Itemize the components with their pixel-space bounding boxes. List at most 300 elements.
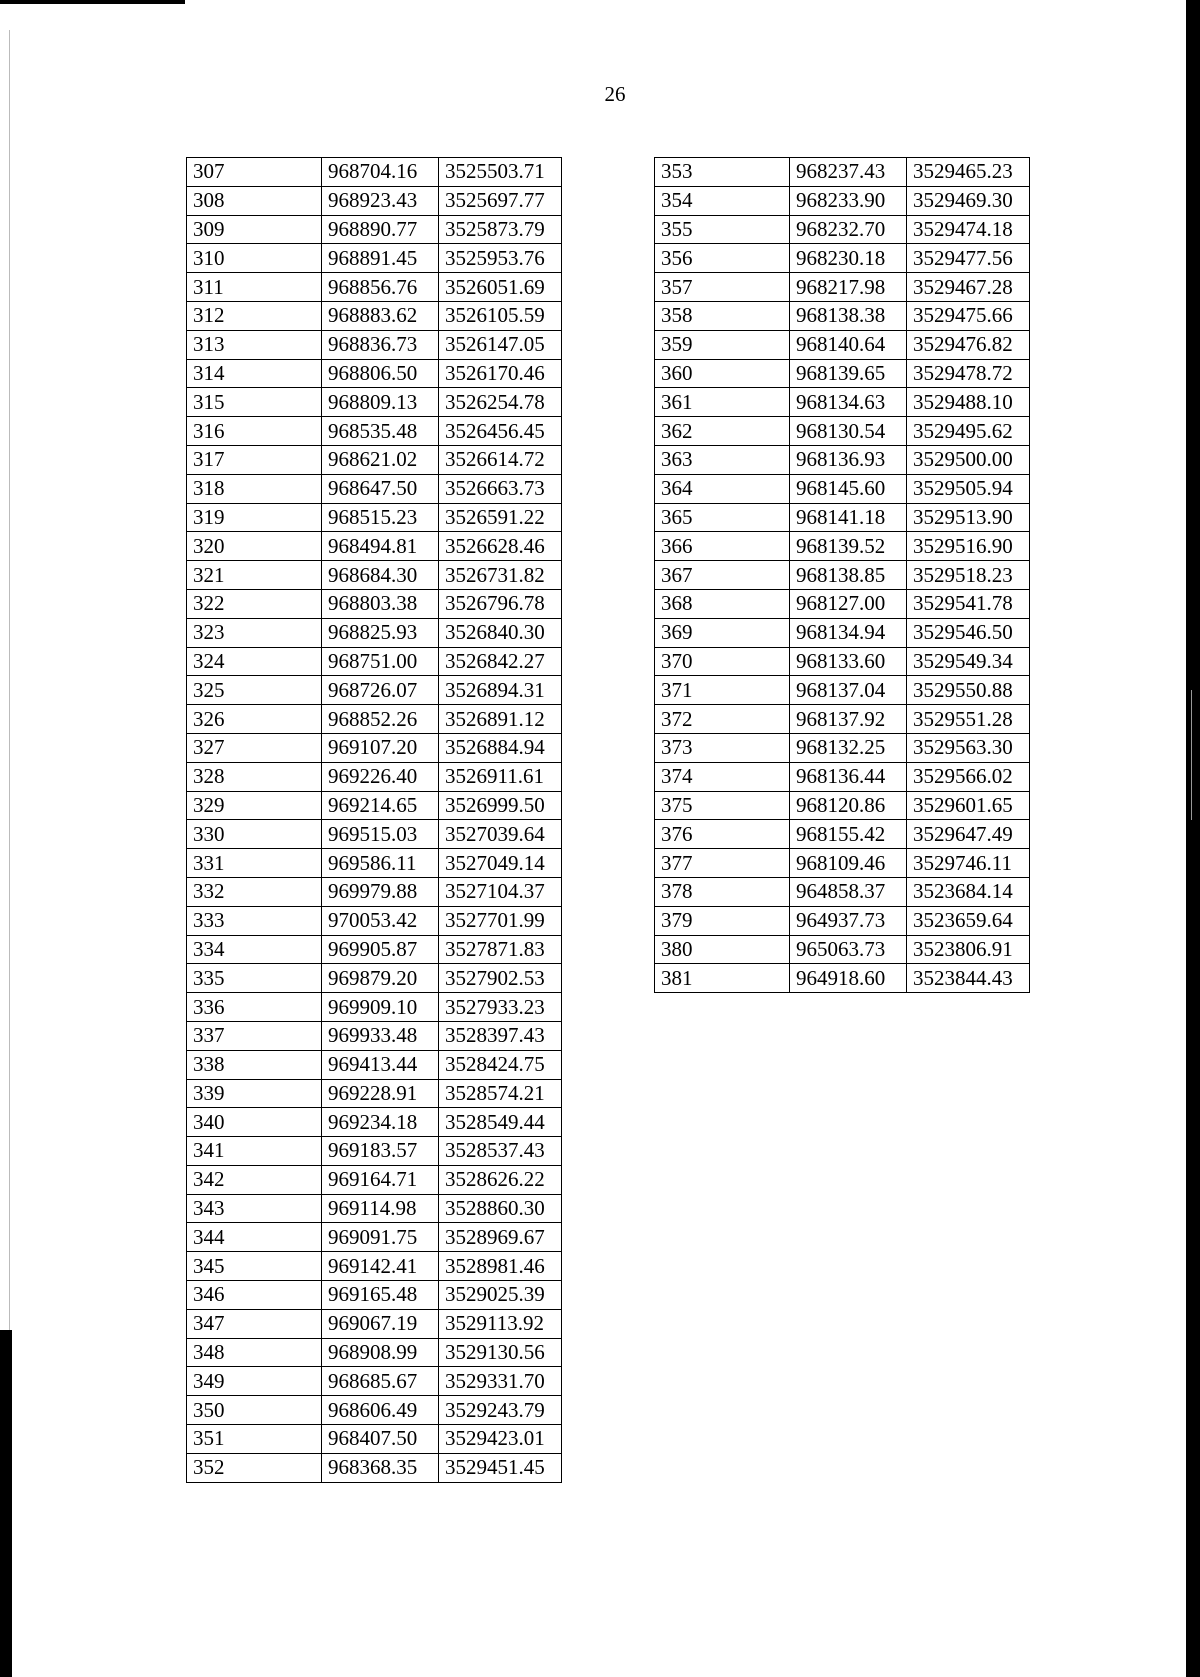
point-number-cell: 329 <box>187 791 322 820</box>
y-coordinate-cell: 3525873.79 <box>439 215 562 244</box>
y-coordinate-cell: 3529477.56 <box>907 244 1030 273</box>
point-number-cell: 339 <box>187 1079 322 1108</box>
x-coordinate-cell: 969413.44 <box>322 1050 439 1079</box>
y-coordinate-cell: 3527104.37 <box>439 877 562 906</box>
point-number-cell: 343 <box>187 1194 322 1223</box>
point-number-cell: 336 <box>187 993 322 1022</box>
point-number-cell: 335 <box>187 964 322 993</box>
y-coordinate-cell: 3529549.34 <box>907 647 1030 676</box>
scan-edge-right-line <box>1191 690 1192 820</box>
y-coordinate-cell: 3523684.14 <box>907 877 1030 906</box>
scan-edge-top <box>0 0 185 4</box>
x-coordinate-cell: 968134.94 <box>790 618 907 647</box>
x-coordinate-cell: 968232.70 <box>790 215 907 244</box>
x-coordinate-cell: 968856.76 <box>322 273 439 302</box>
y-coordinate-cell: 3528969.67 <box>439 1223 562 1252</box>
point-number-cell: 351 <box>187 1425 322 1454</box>
y-coordinate-cell: 3526254.78 <box>439 388 562 417</box>
y-coordinate-cell: 3527871.83 <box>439 935 562 964</box>
x-coordinate-cell: 968407.50 <box>322 1425 439 1454</box>
y-coordinate-cell: 3523844.43 <box>907 964 1030 993</box>
y-coordinate-cell: 3529451.45 <box>439 1453 562 1482</box>
point-number-cell: 367 <box>655 561 790 590</box>
table-row <box>655 359 1030 388</box>
x-coordinate-cell: 969067.19 <box>322 1309 439 1338</box>
y-coordinate-cell: 3526840.30 <box>439 618 562 647</box>
table-row <box>655 849 1030 878</box>
table-row <box>187 964 562 993</box>
x-coordinate-cell: 968134.63 <box>790 388 907 417</box>
y-coordinate-cell: 3529243.79 <box>439 1396 562 1425</box>
x-coordinate-cell: 969228.91 <box>322 1079 439 1108</box>
y-coordinate-cell: 3528537.43 <box>439 1137 562 1166</box>
y-coordinate-cell: 3529488.10 <box>907 388 1030 417</box>
y-coordinate-cell: 3527933.23 <box>439 993 562 1022</box>
y-coordinate-cell: 3529500.00 <box>907 445 1030 474</box>
point-number-cell: 314 <box>187 359 322 388</box>
y-coordinate-cell: 3529495.62 <box>907 417 1030 446</box>
point-number-cell: 366 <box>655 532 790 561</box>
point-number-cell: 327 <box>187 733 322 762</box>
point-number-cell: 341 <box>187 1137 322 1166</box>
point-number-cell: 365 <box>655 503 790 532</box>
point-number-cell: 371 <box>655 676 790 705</box>
x-coordinate-cell: 968137.04 <box>790 676 907 705</box>
point-number-cell: 372 <box>655 705 790 734</box>
table-row <box>187 993 562 1022</box>
y-coordinate-cell: 3529423.01 <box>439 1425 562 1454</box>
x-coordinate-cell: 964858.37 <box>790 877 907 906</box>
y-coordinate-cell: 3528626.22 <box>439 1165 562 1194</box>
table-row <box>187 1137 562 1166</box>
x-coordinate-cell: 969165.48 <box>322 1281 439 1310</box>
y-coordinate-cell: 3529601.65 <box>907 791 1030 820</box>
table-row <box>187 1223 562 1252</box>
table-row <box>655 186 1030 215</box>
point-number-cell: 377 <box>655 849 790 878</box>
y-coordinate-cell: 3526891.12 <box>439 705 562 734</box>
table-row <box>655 618 1030 647</box>
scan-edge-right <box>1186 0 1200 1677</box>
x-coordinate-cell: 968136.93 <box>790 445 907 474</box>
x-coordinate-cell: 969933.48 <box>322 1021 439 1050</box>
table-row <box>187 762 562 791</box>
y-coordinate-cell: 3529566.02 <box>907 762 1030 791</box>
table-row <box>187 820 562 849</box>
y-coordinate-cell: 3526147.05 <box>439 330 562 359</box>
y-coordinate-cell: 3529475.66 <box>907 301 1030 330</box>
point-number-cell: 380 <box>655 935 790 964</box>
table-row <box>187 561 562 590</box>
y-coordinate-cell: 3529546.50 <box>907 618 1030 647</box>
table-row <box>655 503 1030 532</box>
point-number-cell: 323 <box>187 618 322 647</box>
table-row <box>187 1396 562 1425</box>
table-row <box>655 964 1030 993</box>
table-row <box>655 474 1030 503</box>
y-coordinate-cell: 3527039.64 <box>439 820 562 849</box>
point-number-cell: 353 <box>655 158 790 187</box>
y-coordinate-cell: 3529474.18 <box>907 215 1030 244</box>
y-coordinate-cell: 3523659.64 <box>907 906 1030 935</box>
table-row <box>187 589 562 618</box>
y-coordinate-cell: 3526105.59 <box>439 301 562 330</box>
x-coordinate-cell: 969879.20 <box>322 964 439 993</box>
point-number-cell: 347 <box>187 1309 322 1338</box>
table-row <box>655 589 1030 618</box>
y-coordinate-cell: 3529550.88 <box>907 676 1030 705</box>
x-coordinate-cell: 969107.20 <box>322 733 439 762</box>
x-coordinate-cell: 964918.60 <box>790 964 907 993</box>
y-coordinate-cell: 3528424.75 <box>439 1050 562 1079</box>
point-number-cell: 309 <box>187 215 322 244</box>
y-coordinate-cell: 3529113.92 <box>439 1309 562 1338</box>
point-number-cell: 342 <box>187 1165 322 1194</box>
table-row <box>187 1021 562 1050</box>
y-coordinate-cell: 3529516.90 <box>907 532 1030 561</box>
point-number-cell: 369 <box>655 618 790 647</box>
x-coordinate-cell: 969979.88 <box>322 877 439 906</box>
y-coordinate-cell: 3529746.11 <box>907 849 1030 878</box>
x-coordinate-cell: 968806.50 <box>322 359 439 388</box>
x-coordinate-cell: 968890.77 <box>322 215 439 244</box>
y-coordinate-cell: 3527049.14 <box>439 849 562 878</box>
x-coordinate-cell: 968141.18 <box>790 503 907 532</box>
y-coordinate-cell: 3529478.72 <box>907 359 1030 388</box>
point-number-cell: 370 <box>655 647 790 676</box>
y-coordinate-cell: 3528860.30 <box>439 1194 562 1223</box>
point-number-cell: 310 <box>187 244 322 273</box>
y-coordinate-cell: 3527701.99 <box>439 906 562 935</box>
point-number-cell: 349 <box>187 1367 322 1396</box>
point-number-cell: 352 <box>187 1453 322 1482</box>
x-coordinate-cell: 968368.35 <box>322 1453 439 1482</box>
x-coordinate-cell: 968138.85 <box>790 561 907 590</box>
point-number-cell: 313 <box>187 330 322 359</box>
table-row <box>187 273 562 302</box>
y-coordinate-cell: 3529518.23 <box>907 561 1030 590</box>
x-coordinate-cell: 969586.11 <box>322 849 439 878</box>
x-coordinate-cell: 968155.42 <box>790 820 907 849</box>
table-row <box>187 1309 562 1338</box>
x-coordinate-cell: 969142.41 <box>322 1252 439 1281</box>
y-coordinate-cell: 3526628.46 <box>439 532 562 561</box>
table-row <box>187 503 562 532</box>
table-row <box>655 158 1030 187</box>
table-row <box>655 877 1030 906</box>
y-coordinate-cell: 3529025.39 <box>439 1281 562 1310</box>
point-number-cell: 359 <box>655 330 790 359</box>
y-coordinate-cell: 3529505.94 <box>907 474 1030 503</box>
table-row <box>187 1425 562 1454</box>
table-row <box>655 388 1030 417</box>
point-number-cell: 354 <box>655 186 790 215</box>
point-number-cell: 350 <box>187 1396 322 1425</box>
table-row <box>187 676 562 705</box>
x-coordinate-cell: 969515.03 <box>322 820 439 849</box>
x-coordinate-cell: 968606.49 <box>322 1396 439 1425</box>
x-coordinate-cell: 968923.43 <box>322 186 439 215</box>
x-coordinate-cell: 969214.65 <box>322 791 439 820</box>
x-coordinate-cell: 968803.38 <box>322 589 439 618</box>
x-coordinate-cell: 969183.57 <box>322 1137 439 1166</box>
x-coordinate-cell: 968145.60 <box>790 474 907 503</box>
page-number: 26 <box>604 82 626 106</box>
coordinates-table-right <box>654 157 1030 993</box>
table-row <box>187 1050 562 1079</box>
x-coordinate-cell: 968684.30 <box>322 561 439 590</box>
scan-edge-left-line <box>9 30 10 1330</box>
table-row <box>187 1453 562 1482</box>
point-number-cell: 317 <box>187 445 322 474</box>
x-coordinate-cell: 968233.90 <box>790 186 907 215</box>
point-number-cell: 322 <box>187 589 322 618</box>
x-coordinate-cell: 968726.07 <box>322 676 439 705</box>
x-coordinate-cell: 965063.73 <box>790 935 907 964</box>
table-row <box>187 359 562 388</box>
table-row <box>187 647 562 676</box>
table-row <box>655 445 1030 474</box>
point-number-cell: 376 <box>655 820 790 849</box>
table-row <box>655 791 1030 820</box>
y-coordinate-cell: 3529469.30 <box>907 186 1030 215</box>
table-row <box>187 935 562 964</box>
x-coordinate-cell: 968127.00 <box>790 589 907 618</box>
y-coordinate-cell: 3529563.30 <box>907 733 1030 762</box>
y-coordinate-cell: 3529465.23 <box>907 158 1030 187</box>
table-row <box>187 877 562 906</box>
y-coordinate-cell: 3526884.94 <box>439 733 562 762</box>
table-row <box>187 158 562 187</box>
x-coordinate-cell: 970053.42 <box>322 906 439 935</box>
table-row <box>187 906 562 935</box>
point-number-cell: 320 <box>187 532 322 561</box>
x-coordinate-cell: 969234.18 <box>322 1108 439 1137</box>
y-coordinate-cell: 3526842.27 <box>439 647 562 676</box>
table-row <box>655 417 1030 446</box>
x-coordinate-cell: 968120.86 <box>790 791 907 820</box>
coordinates-table-left <box>186 157 562 1483</box>
point-number-cell: 375 <box>655 791 790 820</box>
y-coordinate-cell: 3528549.44 <box>439 1108 562 1137</box>
y-coordinate-cell: 3529130.56 <box>439 1338 562 1367</box>
point-number-cell: 345 <box>187 1252 322 1281</box>
table-row <box>655 906 1030 935</box>
point-number-cell: 318 <box>187 474 322 503</box>
point-number-cell: 338 <box>187 1050 322 1079</box>
x-coordinate-cell: 968494.81 <box>322 532 439 561</box>
point-number-cell: 373 <box>655 733 790 762</box>
y-coordinate-cell: 3529331.70 <box>439 1367 562 1396</box>
table-row <box>655 330 1030 359</box>
point-number-cell: 356 <box>655 244 790 273</box>
x-coordinate-cell: 968137.92 <box>790 705 907 734</box>
point-number-cell: 379 <box>655 906 790 935</box>
x-coordinate-cell: 968836.73 <box>322 330 439 359</box>
x-coordinate-cell: 969909.10 <box>322 993 439 1022</box>
table-row <box>187 1165 562 1194</box>
x-coordinate-cell: 968217.98 <box>790 273 907 302</box>
x-coordinate-cell: 968891.45 <box>322 244 439 273</box>
point-number-cell: 348 <box>187 1338 322 1367</box>
table-row <box>187 1281 562 1310</box>
x-coordinate-cell: 968130.54 <box>790 417 907 446</box>
x-coordinate-cell: 968809.13 <box>322 388 439 417</box>
table-row <box>655 273 1030 302</box>
x-coordinate-cell: 969114.98 <box>322 1194 439 1223</box>
point-number-cell: 355 <box>655 215 790 244</box>
point-number-cell: 337 <box>187 1021 322 1050</box>
point-number-cell: 361 <box>655 388 790 417</box>
y-coordinate-cell: 3529513.90 <box>907 503 1030 532</box>
y-coordinate-cell: 3529541.78 <box>907 589 1030 618</box>
y-coordinate-cell: 3526796.78 <box>439 589 562 618</box>
table-row <box>187 388 562 417</box>
point-number-cell: 362 <box>655 417 790 446</box>
point-number-cell: 326 <box>187 705 322 734</box>
table-row <box>187 301 562 330</box>
x-coordinate-cell: 969226.40 <box>322 762 439 791</box>
point-number-cell: 364 <box>655 474 790 503</box>
table-row <box>187 1252 562 1281</box>
y-coordinate-cell: 3525953.76 <box>439 244 562 273</box>
y-coordinate-cell: 3528574.21 <box>439 1079 562 1108</box>
point-number-cell: 330 <box>187 820 322 849</box>
point-number-cell: 312 <box>187 301 322 330</box>
x-coordinate-cell: 968138.38 <box>790 301 907 330</box>
y-coordinate-cell: 3527902.53 <box>439 964 562 993</box>
table-row <box>655 676 1030 705</box>
x-coordinate-cell: 968535.48 <box>322 417 439 446</box>
x-coordinate-cell: 968704.16 <box>322 158 439 187</box>
point-number-cell: 357 <box>655 273 790 302</box>
point-number-cell: 311 <box>187 273 322 302</box>
x-coordinate-cell: 968621.02 <box>322 445 439 474</box>
y-coordinate-cell: 3526663.73 <box>439 474 562 503</box>
x-coordinate-cell: 968139.65 <box>790 359 907 388</box>
table-row <box>655 244 1030 273</box>
x-coordinate-cell: 968825.93 <box>322 618 439 647</box>
y-coordinate-cell: 3526614.72 <box>439 445 562 474</box>
point-number-cell: 333 <box>187 906 322 935</box>
table-row <box>187 1367 562 1396</box>
y-coordinate-cell: 3526894.31 <box>439 676 562 705</box>
y-coordinate-cell: 3526170.46 <box>439 359 562 388</box>
y-coordinate-cell: 3525697.77 <box>439 186 562 215</box>
y-coordinate-cell: 3529467.28 <box>907 273 1030 302</box>
point-number-cell: 308 <box>187 186 322 215</box>
table-row <box>655 647 1030 676</box>
table-row <box>655 733 1030 762</box>
point-number-cell: 331 <box>187 849 322 878</box>
y-coordinate-cell: 3529647.49 <box>907 820 1030 849</box>
x-coordinate-cell: 969091.75 <box>322 1223 439 1252</box>
table-row <box>655 561 1030 590</box>
point-number-cell: 346 <box>187 1281 322 1310</box>
x-coordinate-cell: 968136.44 <box>790 762 907 791</box>
point-number-cell: 358 <box>655 301 790 330</box>
x-coordinate-cell: 968140.64 <box>790 330 907 359</box>
table-row <box>187 705 562 734</box>
table-row <box>187 791 562 820</box>
y-coordinate-cell: 3528397.43 <box>439 1021 562 1050</box>
table-row <box>187 474 562 503</box>
point-number-cell: 368 <box>655 589 790 618</box>
table-row <box>187 733 562 762</box>
table-row <box>655 215 1030 244</box>
point-number-cell: 381 <box>655 964 790 993</box>
y-coordinate-cell: 3526051.69 <box>439 273 562 302</box>
x-coordinate-cell: 968133.60 <box>790 647 907 676</box>
point-number-cell: 360 <box>655 359 790 388</box>
point-number-cell: 325 <box>187 676 322 705</box>
y-coordinate-cell: 3526911.61 <box>439 762 562 791</box>
table-row <box>655 935 1030 964</box>
x-coordinate-cell: 968883.62 <box>322 301 439 330</box>
x-coordinate-cell: 968139.52 <box>790 532 907 561</box>
table-row <box>187 1079 562 1108</box>
y-coordinate-cell: 3526731.82 <box>439 561 562 590</box>
table-row <box>655 532 1030 561</box>
point-number-cell: 315 <box>187 388 322 417</box>
x-coordinate-cell: 968852.26 <box>322 705 439 734</box>
y-coordinate-cell: 3526591.22 <box>439 503 562 532</box>
x-coordinate-cell: 968132.25 <box>790 733 907 762</box>
point-number-cell: 344 <box>187 1223 322 1252</box>
x-coordinate-cell: 968237.43 <box>790 158 907 187</box>
y-coordinate-cell: 3529551.28 <box>907 705 1030 734</box>
table-row <box>655 301 1030 330</box>
table-row <box>655 705 1030 734</box>
table-row <box>187 330 562 359</box>
x-coordinate-cell: 969905.87 <box>322 935 439 964</box>
x-coordinate-cell: 968647.50 <box>322 474 439 503</box>
x-coordinate-cell: 968230.18 <box>790 244 907 273</box>
table-row <box>187 532 562 561</box>
y-coordinate-cell: 3523806.91 <box>907 935 1030 964</box>
y-coordinate-cell: 3526456.45 <box>439 417 562 446</box>
table-row <box>187 1194 562 1223</box>
table-row <box>187 445 562 474</box>
table-row <box>187 849 562 878</box>
scan-edge-left <box>0 1330 12 1677</box>
x-coordinate-cell: 968685.67 <box>322 1367 439 1396</box>
table-row <box>187 1108 562 1137</box>
x-coordinate-cell: 968908.99 <box>322 1338 439 1367</box>
point-number-cell: 374 <box>655 762 790 791</box>
point-number-cell: 316 <box>187 417 322 446</box>
point-number-cell: 324 <box>187 647 322 676</box>
table-row <box>187 417 562 446</box>
y-coordinate-cell: 3525503.71 <box>439 158 562 187</box>
table-row <box>655 762 1030 791</box>
x-coordinate-cell: 968109.46 <box>790 849 907 878</box>
x-coordinate-cell: 968515.23 <box>322 503 439 532</box>
point-number-cell: 340 <box>187 1108 322 1137</box>
table-row <box>187 186 562 215</box>
point-number-cell: 319 <box>187 503 322 532</box>
point-number-cell: 307 <box>187 158 322 187</box>
table-row <box>187 618 562 647</box>
point-number-cell: 334 <box>187 935 322 964</box>
table-row <box>187 1338 562 1367</box>
x-coordinate-cell: 969164.71 <box>322 1165 439 1194</box>
table-row <box>655 820 1030 849</box>
point-number-cell: 363 <box>655 445 790 474</box>
point-number-cell: 328 <box>187 762 322 791</box>
table-row <box>187 215 562 244</box>
x-coordinate-cell: 964937.73 <box>790 906 907 935</box>
